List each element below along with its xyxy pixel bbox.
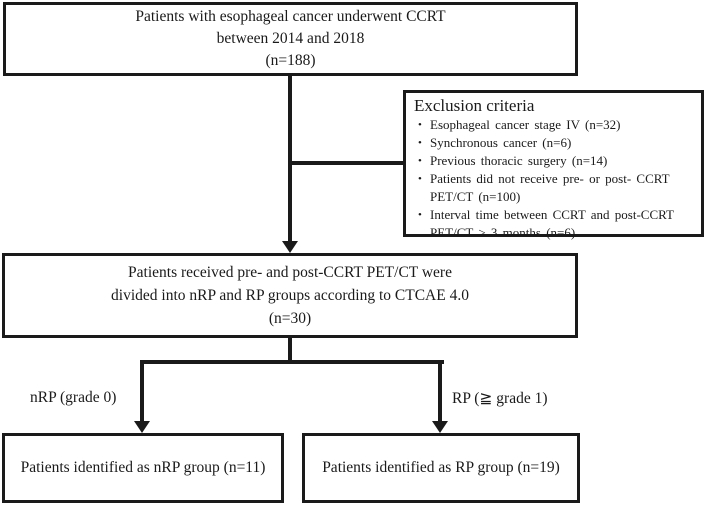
exclusion-item	[414, 170, 695, 206]
bottom-right-box	[302, 433, 580, 503]
middle-box-line-2: divided into nRP and RP groups according to CTCAE 4.0	[111, 287, 469, 304]
bottom-left-box-text: Patients identified as nRP group (n=11)	[20, 459, 266, 476]
branch-label-left: nRP (grade 0)	[30, 389, 117, 406]
exclusion-item-text: Esophageal cancer stage IV (n=32)	[430, 117, 621, 132]
bullet-dot: •	[418, 173, 422, 185]
bullet-dot: •	[418, 209, 422, 221]
connector-split-horizontal	[140, 360, 444, 364]
bullet-dot: •	[418, 119, 422, 131]
exclusion-item	[414, 152, 695, 170]
bottom-left-box	[2, 433, 284, 503]
arrowhead-into-right-box	[432, 421, 448, 433]
top-box	[3, 2, 578, 76]
top-box-line-1: Patients with esophageal cancer underwent CCRT	[135, 8, 446, 25]
arrowhead-into-middle-box	[282, 241, 298, 253]
branch-label-right: RP (≧ grade 1)	[452, 390, 548, 407]
exclusion-item	[414, 116, 695, 134]
exclusion-item	[414, 134, 695, 152]
exclusion-title: Exclusion criteria	[414, 96, 535, 115]
exclusion-item-text: Interval time between CCRT and post-CCRT PET/CT > 3 months (n=6)	[430, 207, 674, 240]
top-box-line-3: (n=188)	[265, 52, 316, 69]
exclusion-box	[403, 90, 704, 240]
bullet-dot: •	[418, 155, 422, 167]
connector-to-exclusion	[290, 161, 403, 165]
bottom-right-box-text: Patients identified as RP group (n=19)	[322, 459, 560, 476]
connector-left-drop	[140, 360, 144, 422]
middle-box-line-3: (n=30)	[268, 310, 312, 327]
exclusion-item	[414, 206, 695, 242]
exclusion-item-text: Patients did not receive pre- or post- CCRT PET/CT (n=100)	[430, 171, 670, 204]
middle-box	[2, 253, 578, 338]
middle-box-line-1: Patients received pre- and post-CCRT PET/CT were	[128, 264, 452, 281]
top-box-line-2: between 2014 and 2018	[216, 30, 365, 47]
exclusion-list	[414, 116, 695, 242]
exclusion-item-text: Synchronous cancer (n=6)	[430, 135, 572, 150]
connector-top-to-middle	[288, 76, 292, 242]
exclusion-item-text: Previous thoracic surgery (n=14)	[430, 153, 608, 168]
bullet-dot: •	[418, 137, 422, 149]
connector-right-drop	[438, 360, 442, 422]
arrowhead-into-left-box	[134, 421, 150, 433]
